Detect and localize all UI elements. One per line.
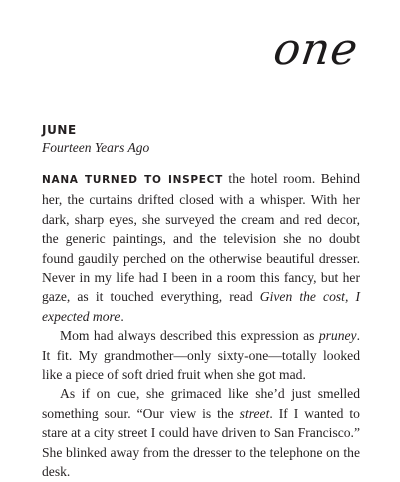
paragraph-2-italic: pruney xyxy=(318,328,357,344)
body-text xyxy=(42,169,360,482)
paragraph-1-text-b: . xyxy=(120,308,124,324)
section-heading: JUNE xyxy=(42,123,77,137)
paragraph-1-italic: Given the cost, I expected more xyxy=(42,289,360,324)
section-subheading: Fourteen Years Ago xyxy=(42,140,150,155)
paragraph-3-text-a: As if on cue, she grimaced like she’d just smelled something sour. “Our view is the xyxy=(42,386,360,421)
paragraph-3 xyxy=(42,384,360,481)
paragraph-2-text-b: . It fit. My grandmother—only sixty-one—totally looked like a piece of soft dried fruit when she got mad. xyxy=(42,328,360,383)
paragraph-2-text-a: Mom had always described this expression as xyxy=(60,328,319,344)
paragraph-lead-in: NANA TURNED TO INSPECT xyxy=(42,174,223,186)
paragraph-1 xyxy=(42,169,360,326)
paragraph-2 xyxy=(42,326,360,384)
paragraph-3-italic: street xyxy=(239,405,270,421)
paragraph-1-text-a: the hotel room. Behind her, the curtains drifted closed with a whisper. With her dark, sharp eyes, she surveyed the cream and red decor, the generic paintings, and the television she no doubt found gaudily perched on the otherwise beautiful dresser. Never in my life had I been in a room this fancy, but her gaze, as it touched everything, read xyxy=(42,171,360,305)
paragraph-3-text-b: . If I wanted to stare at a city street I could have driven to San Francisco.” She blinked away from the dresser to the telephone on the desk. xyxy=(42,405,360,480)
chapter-title: one xyxy=(270,24,362,75)
